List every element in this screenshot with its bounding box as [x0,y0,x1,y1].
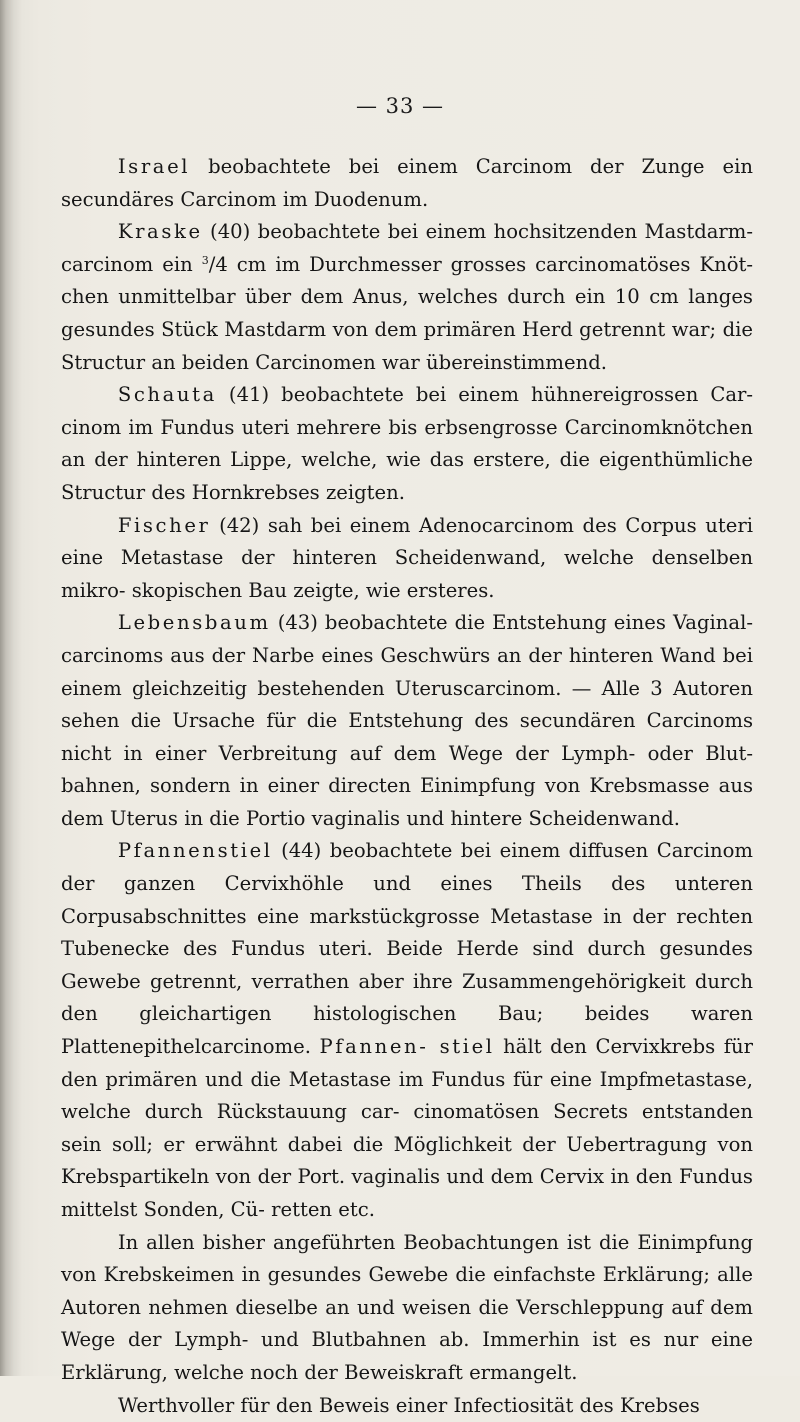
paragraph-israel [61,151,753,216]
author-name: Israel [117,155,191,178]
paragraph-text: beobachtete bei einem Carcinom der Zunge ein secundäres Carcinom im Duodenum. [61,155,753,211]
paragraph-text: (43) beobachtete die Entstehung eines Vaginal- carcinoms aus der Narbe eines Geschwürs an der hinteren Wand bei einem gleichzeitig bestehenden Uteruscarcinom. — Alle 3 Autoren sehen die Ursache für die Entstehung des secundären Carcinoms nicht in einer Verbreitung auf dem Wege der Lymph- oder Blut- bahnen, sondern in einer directen Einimpfung von Krebsmasse aus dem Uterus in die Portio vaginalis und hintere Scheidenwand. [61,611,753,830]
paragraph-text: cm im Durchmesser grosses carcinomatöses Knöt- chen unmittelbar über dem Anus, welches durch ein 10 cm langes gesundes Stück Mastdarm von dem primären Herd getrennt war; die Structur an beiden Carcinomen war übereinstimmend. [61,252,753,374]
author-name: Fischer [117,513,211,537]
author-name: Pfannenstiel [117,839,273,863]
paragraph-pfannenstiel [61,835,753,1226]
author-name: Lebensbaum [117,611,271,635]
page-binding-edge [0,0,22,1376]
page-number: — 33 — [355,94,445,118]
paragraph-text: (44) beobachtete bei einem diffusen Carcinom der ganzen Cervixhöhle und eines Theils des unteren Corpusabschnittes eine markstückgrosse Metastase in der rechten Tubenecke des Fundus uteri. Beide Herde sind durch gesundes Gewebe getrennt, verrathen aber ihre Zusammengehörigkeit durch den gleichartigen histologischen Bau; beides waren Plattenepithelcarcinome. [61,839,753,1059]
paragraph-text: (41) beobachtete bei einem hühnereigrossen Car- cinom im Fundus uteri mehrere bis erbsengrosse Carcinomknötchen an der hinteren Lippe, welche, wie das erstere, die eigenthümliche Structur des Hornkrebses zeigten. [61,383,753,504]
fraction-rest: /4 [208,252,228,276]
paragraph-text: (42) sah bei einem Adenocarcinom des Corpus uteri eine Metastase der hinteren Scheidenwand, welche denselben mikro- skopischen Bau zeigte, wie ersteres. [61,513,753,602]
body-text [61,151,753,1422]
paragraph-summary: In allen bisher angeführten Beobachtungen ist die Einimpfung von Krebskeimen in gesundes Gewebe die einfachste Erklärung; alle Autoren nehmen dieselbe an und weisen die Verschleppung auf dem Wege der Lymph- und Blutbahnen ab. Immerhin ist es nur eine Erklärung, welche noch der Beweiskraft ermangelt. [61,1230,753,1384]
paragraph-continuation: Werthvoller für den Beweis einer Infectiosität des Krebses [117,1393,700,1417]
author-name: Kraske [117,220,203,244]
paragraph-fischer [61,510,753,608]
paragraph-kraske [61,216,753,379]
paragraph-text: hält den Cervixkrebs für den primären und die Metastase im Fundus für eine Impfmetastase, welche durch Rückstauung car- cinomatösen Secrets entstanden sein soll; er erwähnt dabei die Möglichkeit der Uebertragung von Krebspartikeln von der Port. vaginalis und dem Cervix in den Fundus mittelst Sonden, Cü- retten etc. [61,1035,753,1221]
author-name: Schauta [117,383,217,407]
author-name: Pfannen- stiel [319,1035,495,1059]
paragraph-schauta [61,379,753,509]
paragraph-lebensbaum [61,607,753,835]
paragraph-text: (40) beobachtete bei einem hochsitzenden Mastdarm- carcinom ein [61,220,753,276]
fraction-numerator: 3 [201,253,209,267]
